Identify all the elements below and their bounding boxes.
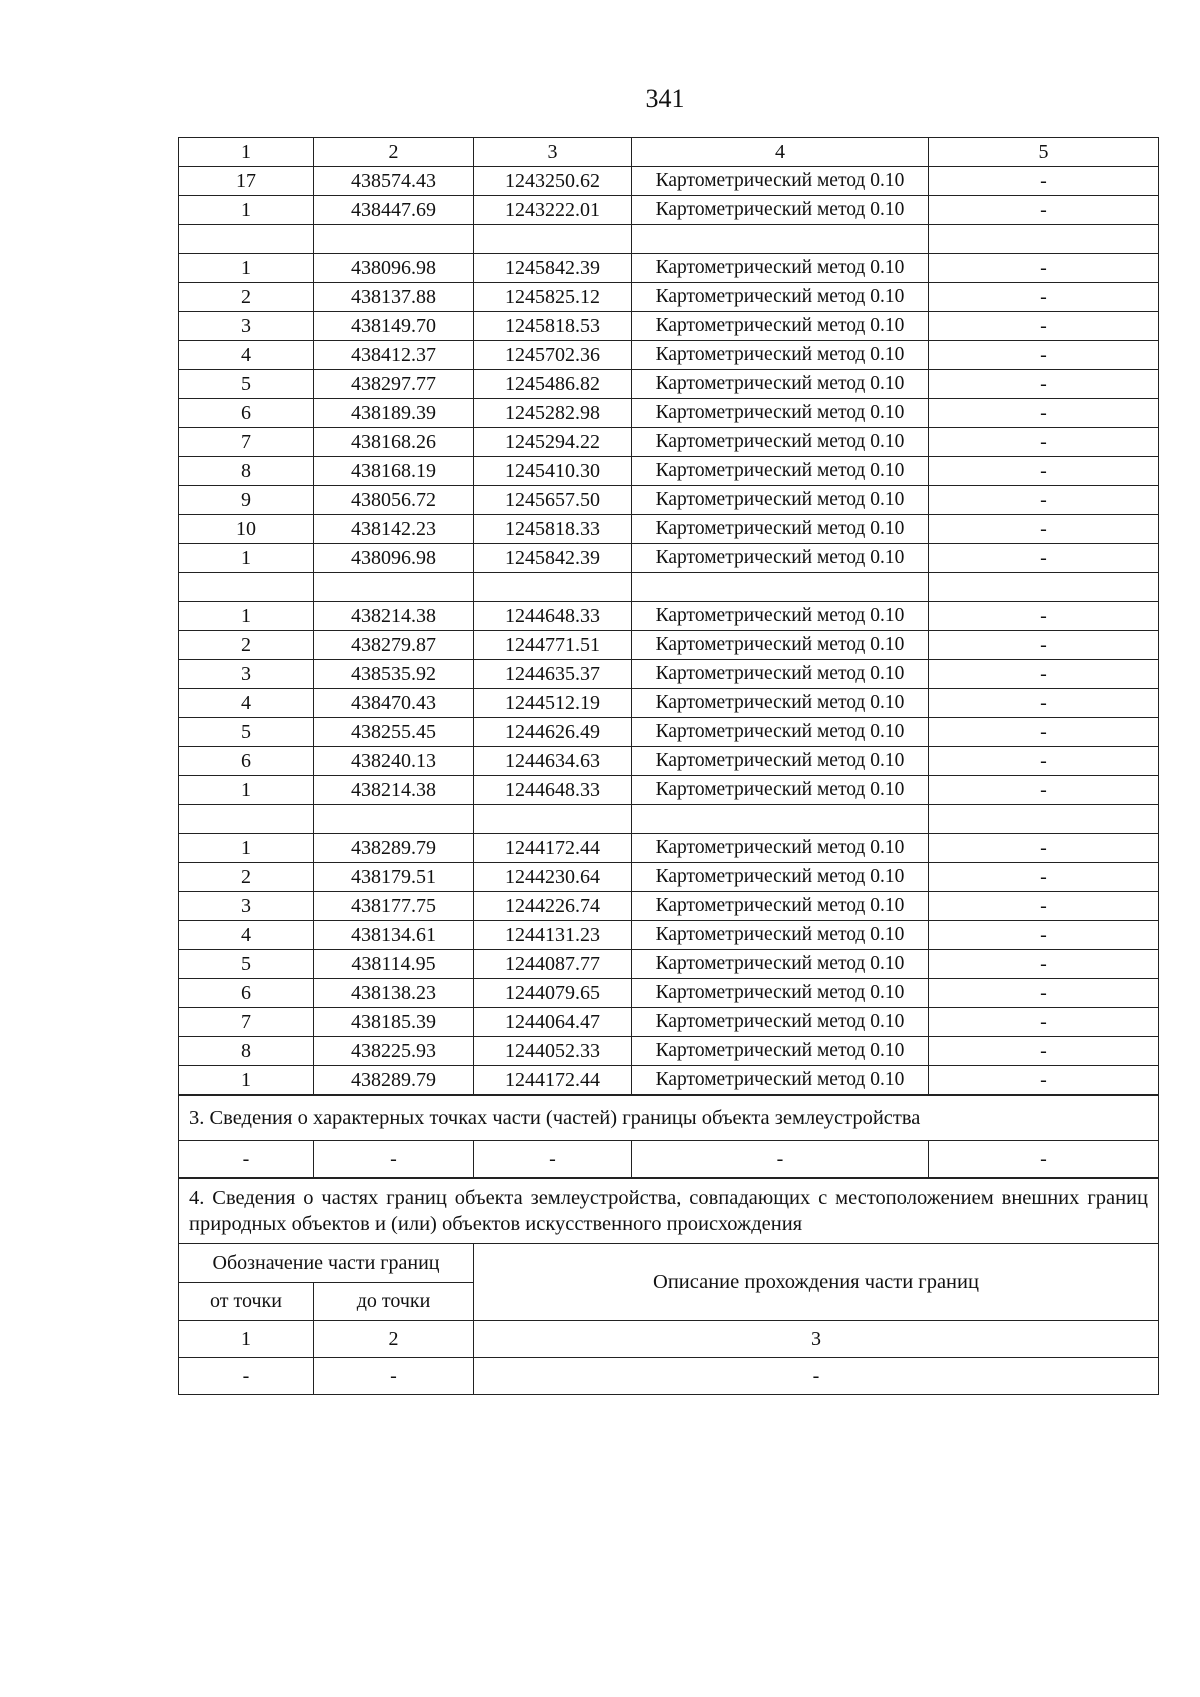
table-row (179, 312, 1159, 341)
section3-table (178, 1095, 1159, 1178)
table-row (179, 428, 1159, 457)
note-cell: - (929, 1037, 1159, 1066)
note-cell: - (929, 689, 1159, 718)
x-coordinate-cell: 438189.39 (314, 399, 474, 428)
note-cell: - (929, 950, 1159, 979)
table-row (179, 1008, 1159, 1037)
header-cell-5: 5 (929, 138, 1159, 167)
y-coordinate-cell: 1245818.53 (474, 312, 632, 341)
note-cell: - (929, 863, 1159, 892)
y-coordinate-cell: 1244172.44 (474, 834, 632, 863)
section3-title-row (179, 1096, 1159, 1141)
y-coordinate-cell: 1245818.33 (474, 515, 632, 544)
table-row (179, 979, 1159, 1008)
point-number-cell: 6 (179, 747, 314, 776)
section3-title: 3. Сведения о характерных точках части (частей) границы объекта землеустройства (179, 1096, 1159, 1141)
point-number-cell: 3 (179, 312, 314, 341)
table-row (179, 283, 1159, 312)
x-coordinate-cell: 438168.26 (314, 428, 474, 457)
table-row (179, 718, 1159, 747)
section4-header-row-1 (179, 1244, 1159, 1283)
coordinates-table-body (179, 138, 1159, 1095)
point-number-cell: 3 (179, 660, 314, 689)
x-coordinate-cell: 438114.95 (314, 950, 474, 979)
method-cell: Картометрический метод 0.10 (632, 428, 929, 457)
note-cell: - (929, 254, 1159, 283)
method-cell: Картометрический метод 0.10 (632, 660, 929, 689)
section3-cell-2: - (314, 1141, 474, 1178)
y-coordinate-cell: 1244226.74 (474, 892, 632, 921)
x-coordinate-cell: 438214.38 (314, 776, 474, 805)
point-number-cell: 1 (179, 776, 314, 805)
y-coordinate-cell: 1245842.39 (474, 254, 632, 283)
table-row (179, 399, 1159, 428)
header-cell-1: 1 (179, 138, 314, 167)
empty-cell (474, 225, 632, 254)
header-row (179, 138, 1159, 167)
x-coordinate-cell: 438138.23 (314, 979, 474, 1008)
y-coordinate-cell: 1244634.63 (474, 747, 632, 776)
method-cell: Картометрический метод 0.10 (632, 776, 929, 805)
table-row (179, 544, 1159, 573)
y-coordinate-cell: 1244771.51 (474, 631, 632, 660)
y-coordinate-cell: 1245842.39 (474, 544, 632, 573)
y-coordinate-cell: 1245410.30 (474, 457, 632, 486)
point-number-cell: 5 (179, 718, 314, 747)
method-cell: Картометрический метод 0.10 (632, 747, 929, 776)
y-coordinate-cell: 1244635.37 (474, 660, 632, 689)
y-coordinate-cell: 1244079.65 (474, 979, 632, 1008)
note-cell: - (929, 834, 1159, 863)
note-cell: - (929, 457, 1159, 486)
method-cell: Картометрический метод 0.10 (632, 892, 929, 921)
document-sheet (178, 137, 1158, 1395)
x-coordinate-cell: 438134.61 (314, 921, 474, 950)
section4-number-1: 1 (179, 1321, 314, 1358)
method-cell: Картометрический метод 0.10 (632, 834, 929, 863)
x-coordinate-cell: 438179.51 (314, 863, 474, 892)
section3-data-row (179, 1141, 1159, 1178)
method-cell: Картометрический метод 0.10 (632, 631, 929, 660)
x-coordinate-cell: 438149.70 (314, 312, 474, 341)
note-cell: - (929, 196, 1159, 225)
table-row (179, 863, 1159, 892)
empty-cell (929, 805, 1159, 834)
header-cell-2: 2 (314, 138, 474, 167)
method-cell: Картометрический метод 0.10 (632, 515, 929, 544)
note-cell: - (929, 428, 1159, 457)
note-cell: - (929, 312, 1159, 341)
note-cell: - (929, 370, 1159, 399)
table-row (179, 950, 1159, 979)
note-cell: - (929, 341, 1159, 370)
empty-cell (632, 225, 929, 254)
y-coordinate-cell: 1244626.49 (474, 718, 632, 747)
section4-cell-1: - (179, 1358, 314, 1395)
method-cell: Картометрический метод 0.10 (632, 486, 929, 515)
x-coordinate-cell: 438447.69 (314, 196, 474, 225)
x-coordinate-cell: 438137.88 (314, 283, 474, 312)
section3-cell-3: - (474, 1141, 632, 1178)
y-coordinate-cell: 1245825.12 (474, 283, 632, 312)
method-cell: Картометрический метод 0.10 (632, 544, 929, 573)
section4-data-row (179, 1358, 1159, 1395)
method-cell: Картометрический метод 0.10 (632, 167, 929, 196)
y-coordinate-cell: 1243250.62 (474, 167, 632, 196)
header-cell-4: 4 (632, 138, 929, 167)
method-cell: Картометрический метод 0.10 (632, 283, 929, 312)
x-coordinate-cell: 438056.72 (314, 486, 474, 515)
note-cell: - (929, 283, 1159, 312)
table-row (179, 515, 1159, 544)
group-separator-row (179, 573, 1159, 602)
x-coordinate-cell: 438289.79 (314, 834, 474, 863)
section4-number-3: 3 (474, 1321, 1159, 1358)
note-cell: - (929, 660, 1159, 689)
x-coordinate-cell: 438225.93 (314, 1037, 474, 1066)
empty-cell (474, 805, 632, 834)
empty-cell (474, 573, 632, 602)
section4-cell-2: - (314, 1358, 474, 1395)
point-number-cell: 1 (179, 196, 314, 225)
section4-title-row (179, 1179, 1159, 1244)
x-coordinate-cell: 438096.98 (314, 254, 474, 283)
x-coordinate-cell: 438470.43 (314, 689, 474, 718)
note-cell: - (929, 544, 1159, 573)
y-coordinate-cell: 1245657.50 (474, 486, 632, 515)
page-number: 341 (645, 84, 685, 113)
point-number-cell: 1 (179, 602, 314, 631)
y-coordinate-cell: 1244648.33 (474, 776, 632, 805)
y-coordinate-cell: 1244648.33 (474, 602, 632, 631)
note-cell: - (929, 921, 1159, 950)
section4-title: 4. Сведения о частях границ объекта землеустройства, совпадающих с местоположением внешних границ природных объектов и (или) объектов искусственного происхождения (179, 1179, 1159, 1244)
x-coordinate-cell: 438185.39 (314, 1008, 474, 1037)
point-number-cell: 1 (179, 1066, 314, 1095)
table-row (179, 834, 1159, 863)
note-cell: - (929, 515, 1159, 544)
point-number-cell: 9 (179, 486, 314, 515)
point-number-cell: 2 (179, 631, 314, 660)
section3-cell-4: - (632, 1141, 929, 1178)
method-cell: Картометрический метод 0.10 (632, 689, 929, 718)
section4-number-row (179, 1321, 1159, 1358)
empty-cell (314, 573, 474, 602)
point-number-cell: 1 (179, 834, 314, 863)
point-number-cell: 4 (179, 341, 314, 370)
note-cell: - (929, 979, 1159, 1008)
point-number-cell: 1 (179, 254, 314, 283)
y-coordinate-cell: 1244172.44 (474, 1066, 632, 1095)
method-cell: Картометрический метод 0.10 (632, 950, 929, 979)
table-row (179, 776, 1159, 805)
empty-cell (314, 225, 474, 254)
empty-cell (632, 573, 929, 602)
method-cell: Картометрический метод 0.10 (632, 370, 929, 399)
empty-cell (314, 805, 474, 834)
boundary-description-header: Описание прохождения части границ (474, 1244, 1159, 1321)
point-number-cell: 10 (179, 515, 314, 544)
empty-cell (179, 225, 314, 254)
x-coordinate-cell: 438177.75 (314, 892, 474, 921)
method-cell: Картометрический метод 0.10 (632, 979, 929, 1008)
point-number-cell: 5 (179, 950, 314, 979)
table-row (179, 921, 1159, 950)
x-coordinate-cell: 438142.23 (314, 515, 474, 544)
section4-table (178, 1178, 1159, 1395)
table-row (179, 689, 1159, 718)
x-coordinate-cell: 438214.38 (314, 602, 474, 631)
point-number-cell: 1 (179, 544, 314, 573)
table-row (179, 167, 1159, 196)
group-separator-row (179, 225, 1159, 254)
to-point-header: до точки (314, 1282, 474, 1321)
y-coordinate-cell: 1244052.33 (474, 1037, 632, 1066)
x-coordinate-cell: 438240.13 (314, 747, 474, 776)
table-row (179, 486, 1159, 515)
empty-cell (929, 573, 1159, 602)
note-cell: - (929, 486, 1159, 515)
y-coordinate-cell: 1244512.19 (474, 689, 632, 718)
empty-cell (179, 805, 314, 834)
method-cell: Картометрический метод 0.10 (632, 863, 929, 892)
method-cell: Картометрический метод 0.10 (632, 921, 929, 950)
point-number-cell: 3 (179, 892, 314, 921)
table-row (179, 1066, 1159, 1095)
note-cell: - (929, 631, 1159, 660)
point-number-cell: 4 (179, 921, 314, 950)
x-coordinate-cell: 438412.37 (314, 341, 474, 370)
x-coordinate-cell: 438255.45 (314, 718, 474, 747)
section4-number-2: 2 (314, 1321, 474, 1358)
method-cell: Картометрический метод 0.10 (632, 399, 929, 428)
empty-cell (929, 225, 1159, 254)
table-row (179, 254, 1159, 283)
point-number-cell: 5 (179, 370, 314, 399)
empty-cell (179, 573, 314, 602)
y-coordinate-cell: 1245486.82 (474, 370, 632, 399)
x-coordinate-cell: 438297.77 (314, 370, 474, 399)
note-cell: - (929, 776, 1159, 805)
y-coordinate-cell: 1244131.23 (474, 921, 632, 950)
point-number-cell: 8 (179, 1037, 314, 1066)
section3-cell-1: - (179, 1141, 314, 1178)
x-coordinate-cell: 438289.79 (314, 1066, 474, 1095)
x-coordinate-cell: 438096.98 (314, 544, 474, 573)
note-cell: - (929, 1066, 1159, 1095)
table-row (179, 370, 1159, 399)
y-coordinate-cell: 1244230.64 (474, 863, 632, 892)
table-row (179, 631, 1159, 660)
note-cell: - (929, 602, 1159, 631)
y-coordinate-cell: 1244064.47 (474, 1008, 632, 1037)
header-cell-3: 3 (474, 138, 632, 167)
y-coordinate-cell: 1244087.77 (474, 950, 632, 979)
x-coordinate-cell: 438535.92 (314, 660, 474, 689)
point-number-cell: 6 (179, 979, 314, 1008)
method-cell: Картометрический метод 0.10 (632, 312, 929, 341)
y-coordinate-cell: 1245282.98 (474, 399, 632, 428)
group-separator-row (179, 805, 1159, 834)
point-number-cell: 7 (179, 428, 314, 457)
method-cell: Картометрический метод 0.10 (632, 718, 929, 747)
x-coordinate-cell: 438574.43 (314, 167, 474, 196)
y-coordinate-cell: 1245294.22 (474, 428, 632, 457)
point-number-cell: 6 (179, 399, 314, 428)
table-row (179, 747, 1159, 776)
note-cell: - (929, 399, 1159, 428)
table-row (179, 196, 1159, 225)
table-row (179, 341, 1159, 370)
method-cell: Картометрический метод 0.10 (632, 1037, 929, 1066)
y-coordinate-cell: 1243222.01 (474, 196, 632, 225)
method-cell: Картометрический метод 0.10 (632, 341, 929, 370)
section4-cell-3: - (474, 1358, 1159, 1395)
coordinates-table (178, 137, 1159, 1095)
point-number-cell: 2 (179, 283, 314, 312)
table-row (179, 1037, 1159, 1066)
method-cell: Картометрический метод 0.10 (632, 1008, 929, 1037)
section3-cell-5: - (929, 1141, 1159, 1178)
point-number-cell: 17 (179, 167, 314, 196)
y-coordinate-cell: 1245702.36 (474, 341, 632, 370)
method-cell: Картометрический метод 0.10 (632, 602, 929, 631)
table-row (179, 602, 1159, 631)
table-row (179, 457, 1159, 486)
x-coordinate-cell: 438168.19 (314, 457, 474, 486)
note-cell: - (929, 1008, 1159, 1037)
point-number-cell: 8 (179, 457, 314, 486)
point-number-cell: 2 (179, 863, 314, 892)
x-coordinate-cell: 438279.87 (314, 631, 474, 660)
note-cell: - (929, 892, 1159, 921)
note-cell: - (929, 718, 1159, 747)
table-row (179, 660, 1159, 689)
note-cell: - (929, 747, 1159, 776)
boundary-part-designation-header: Обозначение части границ (179, 1244, 474, 1283)
point-number-cell: 4 (179, 689, 314, 718)
from-point-header: от точки (179, 1282, 314, 1321)
method-cell: Картометрический метод 0.10 (632, 457, 929, 486)
method-cell: Картометрический метод 0.10 (632, 254, 929, 283)
method-cell: Картометрический метод 0.10 (632, 1066, 929, 1095)
point-number-cell: 7 (179, 1008, 314, 1037)
method-cell: Картометрический метод 0.10 (632, 196, 929, 225)
empty-cell (632, 805, 929, 834)
table-row (179, 892, 1159, 921)
note-cell: - (929, 167, 1159, 196)
